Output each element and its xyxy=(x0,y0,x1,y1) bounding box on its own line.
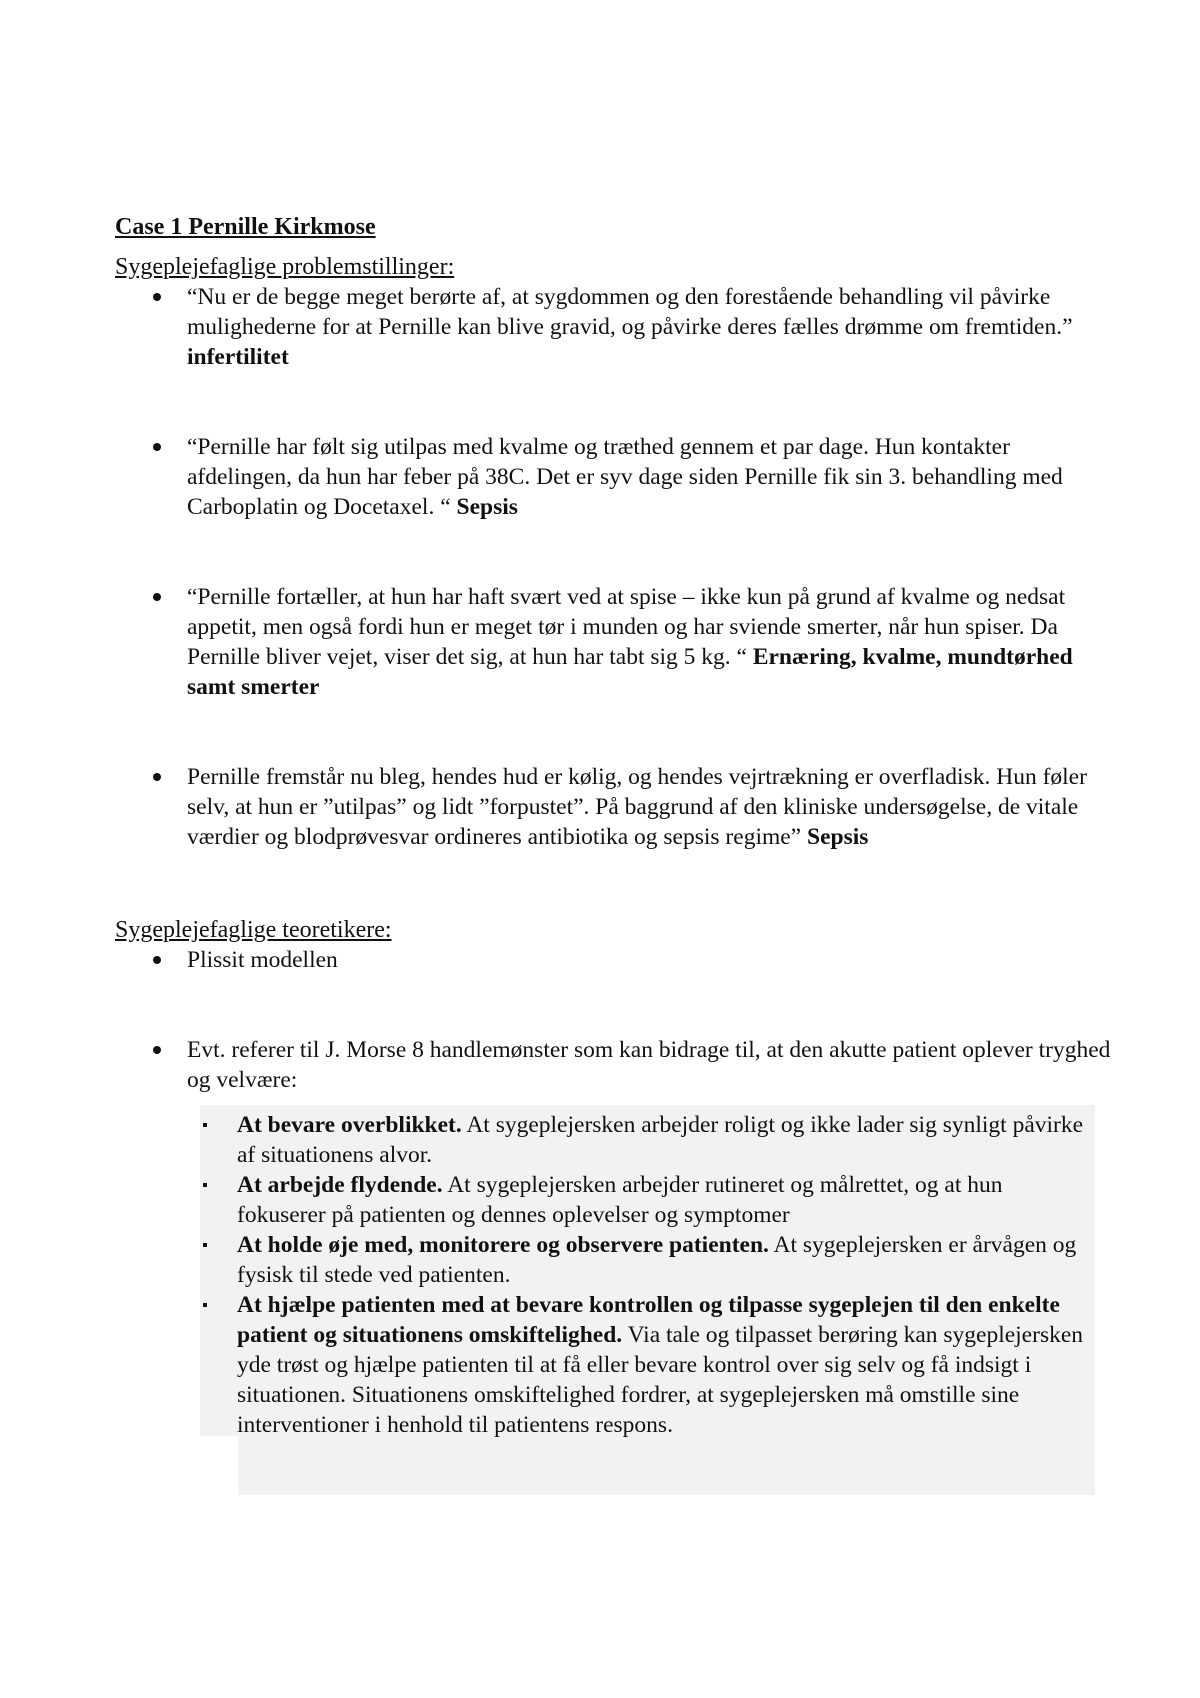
sub-item-text: At sygeplejersken arbejder roligt og ikke lader sig synligt påvirke af situationens alvor. xyxy=(237,1112,1084,1168)
list-item-text xyxy=(187,582,1112,702)
sub-list-item-text xyxy=(237,1170,1097,1230)
item-tag: infertilitet xyxy=(187,344,289,370)
sub-list-item-text xyxy=(237,1110,1097,1170)
list-item-text xyxy=(187,762,1112,852)
section-heading-problems: Sygeplejefaglige problemstillinger: xyxy=(115,254,455,280)
item-quote: “Pernille fortæller, at hun har haft svært ved at spise – ikke kun på grund af kvalme og nedsat appetit, men også fordi hun er meget tør i munden og har sviende smerter, når hun spiser. Da Pernille bliver vejet, viser det sig, at hun har tabt sig 5 kg. “ xyxy=(187,584,1066,670)
bullet-icon xyxy=(153,1046,161,1054)
item-quote: “Nu er de begge meget berørte af, at sygdommen og den forestående behandling vil påvirke mulighederne for at Pernille kan blive gravid, og påvirke deres fælles drømme om fremtiden.” xyxy=(187,284,1073,340)
small-bullet-icon xyxy=(203,1183,207,1187)
small-bullet-icon xyxy=(203,1243,207,1247)
bullet-icon xyxy=(153,773,161,781)
list-item-text xyxy=(187,432,1112,522)
item-tag: Sepsis xyxy=(807,824,869,850)
sub-item-bold: At arbejde flydende. xyxy=(237,1172,443,1198)
sub-item-bold: At bevare overblikket. xyxy=(237,1112,462,1138)
bullet-icon xyxy=(153,956,161,964)
item-tag: Ernæring, kvalme, mundtørhed samt smerter xyxy=(187,644,1073,700)
sub-item-bold: At holde øje med, monitorere og observere patienten. xyxy=(237,1232,769,1258)
item-tag: Sepsis xyxy=(456,494,518,520)
sub-list-item-text xyxy=(237,1230,1097,1290)
sub-item-text: At sygeplejersken er årvågen og fysisk til stede ved patienten. xyxy=(237,1232,1077,1288)
sub-item-bold: At hjælpe patienten med at bevare kontrollen og tilpasse sygeplejen til den enkelte patient og situationens omskiftelighed. xyxy=(237,1292,1060,1348)
list-item-text xyxy=(187,282,1112,372)
item-quote: “Pernille har følt sig utilpas med kvalme og træthed gennem et par dage. Hun kontakter afdelingen, da hun har feber på 38C. Det er syv dage siden Pernille fik sin 3. behandling med Carboplatin og Docetaxel. “ xyxy=(187,434,1063,520)
small-bullet-icon xyxy=(203,1303,207,1307)
document-title: Case 1 Pernille Kirkmose xyxy=(115,214,376,240)
sub-item-text: Via tale og tilpasset berøring kan sygeplejersken yde trøst og hjælpe patienten til at få eller bevare kontrol over sig selv og få indsigt i situationen. Situationens omskiftelighed fordrer, at sygeplejersken må omstille sine interventioner i henhold til patientens respons. xyxy=(237,1322,1084,1438)
small-bullet-icon xyxy=(203,1123,207,1127)
item-quote: Pernille fremstår nu bleg, hendes hud er kølig, og hendes vejrtrækning er overfladisk. Hun føler selv, at hun er ”utilpas” og lidt ”forpustet”. På baggrund af den kliniske undersøgelse, de vitale værdier og blodprøvesvar ordineres antibiotika og sepsis regime” xyxy=(187,764,1087,850)
shaded-block-notch xyxy=(200,1436,238,1496)
sub-list-item-text xyxy=(237,1290,1097,1440)
bullet-icon xyxy=(153,443,161,451)
list-item-text: Evt. referer til J. Morse 8 handlemønster som kan bidrage til, at den akutte patient oplever tryghed og velvære: xyxy=(187,1037,1111,1093)
sub-item-text: At sygeplejersken arbejder rutineret og målrettet, og at hun fokuserer på patienten og dennes oplevelser og symptomer xyxy=(237,1172,1003,1228)
section-heading-theorists: Sygeplejefaglige teoretikere: xyxy=(115,917,392,943)
bullet-icon xyxy=(153,593,161,601)
list-item-text: Plissit modellen xyxy=(187,947,338,973)
bullet-icon xyxy=(153,293,161,301)
